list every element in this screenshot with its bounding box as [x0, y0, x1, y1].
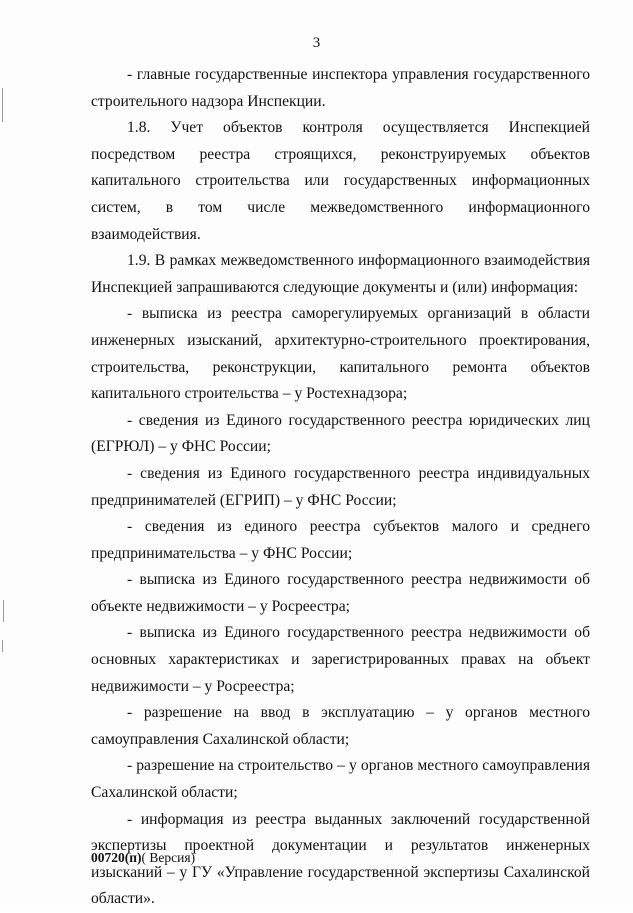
list-item-egrip: - сведения из Единого государственного реестра индивидуальных предпринимателей (ЕГРИП) – у ФНС России;	[91, 464, 590, 509]
document-footer	[91, 850, 195, 866]
list-item-egrn-rights: - выписка из Единого государственного реестра недвижимости об основных характеристиках и зарегистрированных правах на объект недвижимости – у Росреестра;	[91, 624, 590, 695]
paragraph-1-8: 1.8. Учет объектов контроля осуществляется Инспекцией посредством реестра строящихся, реконструируемых объектов капитального строительства или государственных информационных систем, в том числе межведомственного информационного взаимодействия.	[91, 119, 590, 243]
list-item-egrul: - сведения из Единого государственного реестра юридических лиц (ЕГРЮЛ) – у ФНС России;	[91, 411, 590, 456]
document-body	[91, 62, 590, 913]
page-number: 3	[312, 35, 321, 51]
document-code: 00720(п)	[91, 850, 142, 865]
list-item-sro-register: - выписка из реестра саморегулируемых организаций в области инженерных изысканий, архитектурно-строительного проектирования, строительства, реконструкции, капитального ремонта объектов капитального строительства – у Ростехнадзора;	[91, 305, 590, 403]
list-item-egrn-object: - выписка из Единого государственного реестра недвижимости об объекте недвижимости – у Росреестра;	[91, 571, 590, 615]
scan-artifact	[2, 640, 3, 652]
list-item-commissioning-permit: - разрешение на ввод в эксплуатацию – у органов местного самоуправления Сахалинской области;	[91, 704, 590, 748]
paragraph-inspectors: - главные государственные инспектора управления государственного строительного надзора Инспекции.	[91, 66, 590, 110]
paragraph-1-9: 1.9. В рамках межведомственного информационного взаимодействия Инспекцией запрашиваются следующие документы и (или) информация:	[91, 252, 590, 296]
list-item-construction-permit: - разрешение на строительство – у органов местного самоуправления Сахалинской области;	[91, 757, 590, 802]
document-version: ( Версия)	[141, 850, 196, 865]
scan-artifact	[3, 600, 4, 622]
list-item-sme-register: - сведения из единого реестра субъектов малого и среднего предпринимательства – у ФНС России;	[91, 518, 590, 562]
list-item-expertise-register: - информация из реестра выданных заключений государственной экспертизы проектной документации и результатов инженерных изысканий – у ГУ «Управление государственной экспертизы Сахалинской области».	[91, 810, 590, 908]
scan-artifact	[2, 88, 3, 122]
